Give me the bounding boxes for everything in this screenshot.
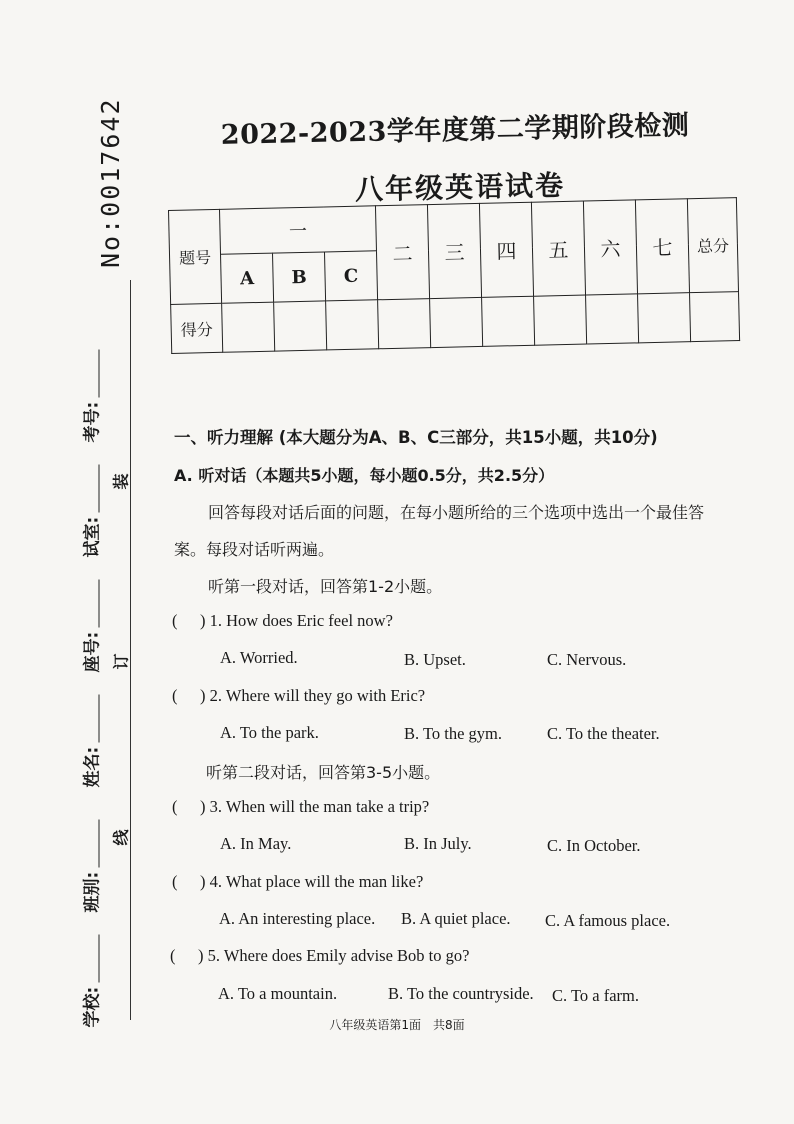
option-2b: B. To the gym. [404,724,503,743]
option-5b: B. To the countryside. [388,984,534,1003]
binding-line [130,280,131,1020]
instruction-line-2: 案。每段对话听两遍。 [174,540,335,559]
score-cell-a[interactable] [222,302,275,352]
question-4: ( ) 4. What place will the man like? [172,872,424,891]
score-cell-5[interactable] [534,295,587,345]
option-2c: C. To the theater. [547,724,660,743]
part-one-header: 一 [219,206,376,255]
dialog-2-instruction: 听第二段对话，回答第3-5小题。 [206,763,441,782]
answer-blank[interactable]: ( [172,611,178,630]
score-table [168,197,740,354]
option-3c: C. In October. [547,836,641,855]
answer-blank[interactable]: ( [172,797,178,816]
sub-part-c: C [324,251,377,301]
score-cell-2[interactable] [378,299,431,349]
binding-mark-ding: 订 [111,653,131,670]
field-school[interactable]: 学校: [78,968,103,1028]
field-exam-number[interactable]: 考号: [78,383,103,443]
option-4b: B. A quiet place. [401,909,511,928]
field-name[interactable]: 姓名: [78,728,103,788]
field-seat-number[interactable]: 座号: [78,613,103,673]
sub-part-a: A [221,253,274,303]
binding-mark-zhuang: 装 [111,473,131,490]
field-exam-room[interactable]: 试室: [78,498,103,558]
score-cell-3[interactable] [430,297,483,347]
field-class[interactable]: 班别: [78,853,103,913]
option-4a: A. An interesting place. [219,909,376,928]
instruction-line-1: 回答每段对话后面的问题，在每小题所给的三个选项中选出一个最佳答 [208,503,705,522]
score-cell-7[interactable] [638,293,691,343]
sub-part-b: B [273,252,326,302]
binding-mark-xian: 线 [111,829,131,846]
score-label: 得分 [171,303,223,353]
question-3: ( ) 3. When will the man take a trip? [172,797,430,816]
question-1: ( ) 1. How does Eric feel now? [172,611,393,630]
option-1c: C. Nervous. [547,650,627,669]
answer-blank[interactable]: ( [170,946,176,965]
section-1-heading: 一、听力理解 (本大题分为A、B、C三部分，共15小题，共10分) [174,428,658,447]
question-5: ( ) 5. Where does Emily advise Bob to go? [170,946,470,965]
option-1b: B. Upset. [404,650,466,669]
option-1a: A. Worried. [220,648,298,667]
option-4c: C. A famous place. [545,911,671,930]
answer-blank[interactable]: ( [172,872,178,891]
score-cell-4[interactable] [482,296,535,346]
section-3-header: 三 [427,203,481,298]
exam-title: 2022-2023学年度第二学期阶段检测 [220,110,690,151]
option-3a: A. In May. [220,834,292,853]
score-cell-c[interactable] [326,300,379,350]
option-5c: C. To a farm. [552,986,639,1005]
page-footer: 八年级英语第1面 共8面 [329,1018,465,1032]
question-2: ( ) 2. Where will they go with Eric? [172,686,426,705]
option-5a: A. To a mountain. [218,984,338,1003]
section-4-header: 四 [479,202,533,297]
section-7-header: 七 [635,199,689,294]
answer-blank[interactable]: ( [172,686,178,705]
option-3b: B. In July. [404,834,472,853]
score-cell-b[interactable] [274,301,327,351]
exam-subtitle: 八年级英语试卷 [354,168,566,207]
dialog-1-instruction: 听第一段对话，回答第1-2小题。 [208,577,443,596]
section-5-header: 五 [531,201,585,296]
section-6-header: 六 [583,200,637,295]
header-label: 题号 [169,209,222,304]
total-header: 总分 [687,198,738,293]
option-2a: A. To the park. [220,723,319,742]
score-cell-total[interactable] [690,292,740,342]
serial-number: No:0017642 [96,97,125,268]
score-cell-6[interactable] [586,294,639,344]
part-a-heading: A. 听对话（本题共5小题，每小题0.5分，共2.5分） [174,466,555,485]
section-2-header: 二 [375,205,429,300]
